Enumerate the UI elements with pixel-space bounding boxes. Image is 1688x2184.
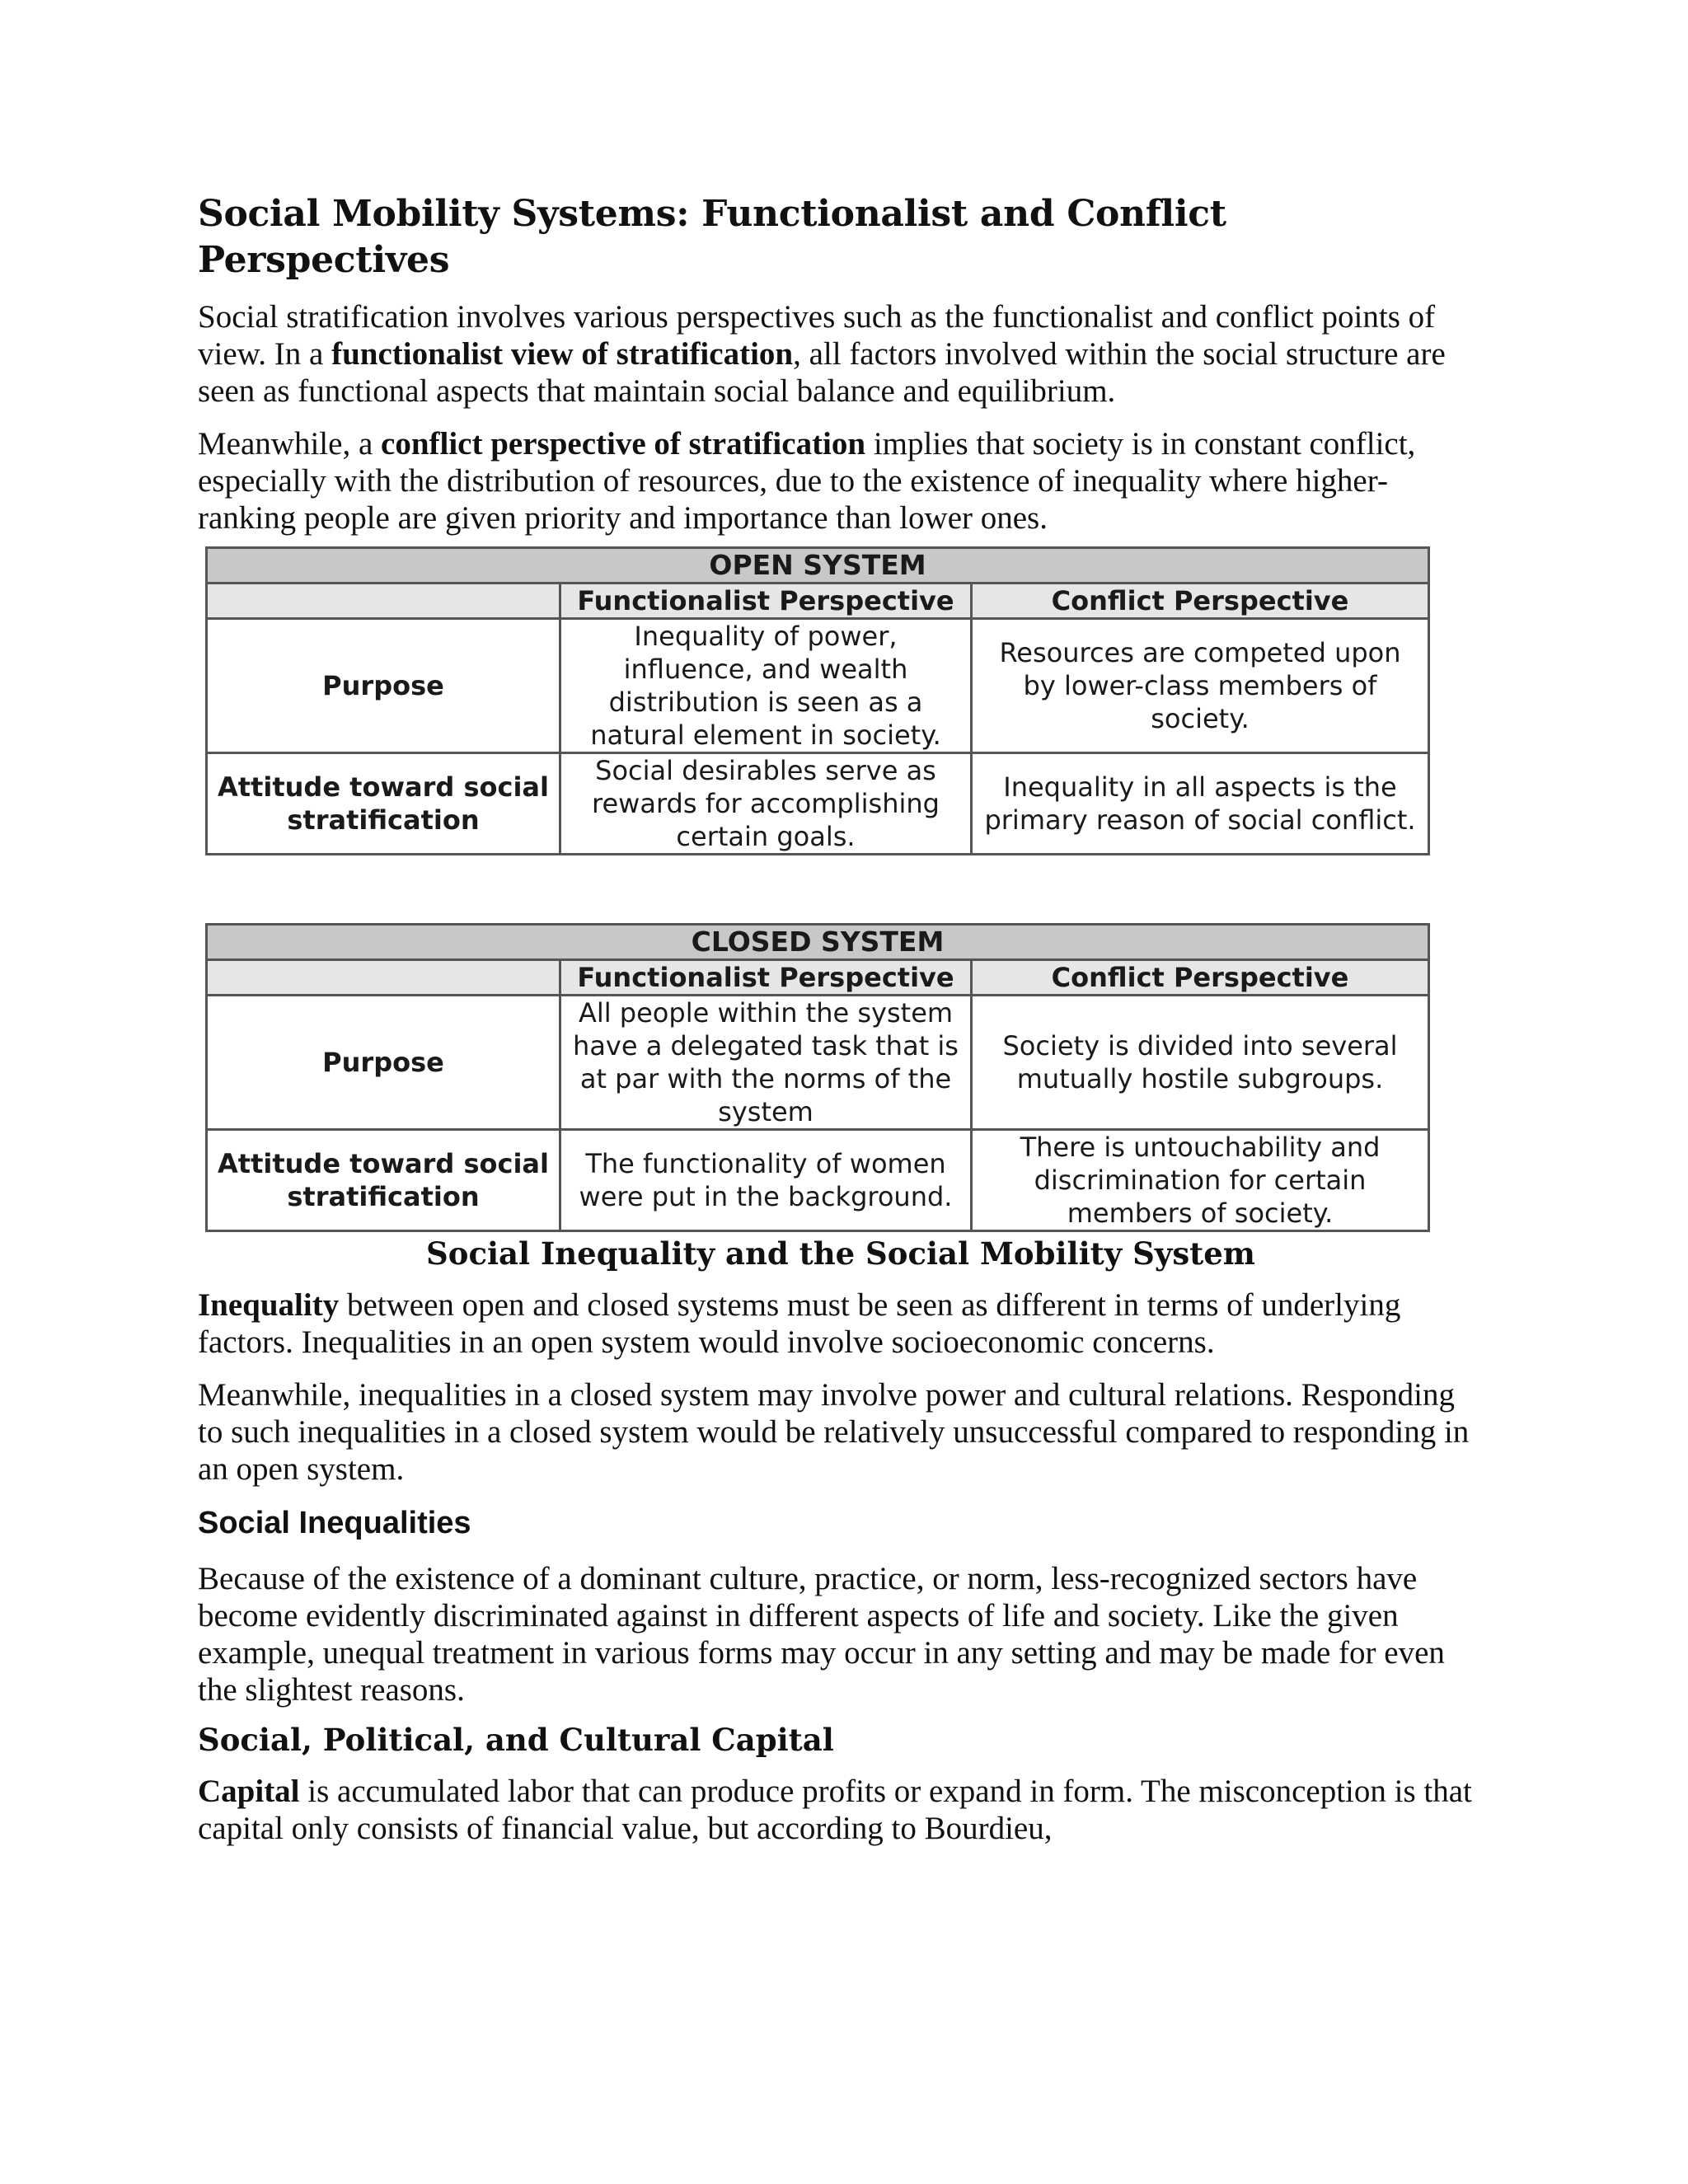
functionalist-cell: The functionality of women were put in the background. (560, 1130, 972, 1231)
closed-system-title: CLOSED SYSTEM (207, 925, 1429, 960)
intro-p2-text: Meanwhile, a (198, 426, 382, 462)
capital-term: Capital (198, 1774, 300, 1809)
header-blank-cell (207, 960, 560, 996)
intro-paragraph-1 (198, 298, 1484, 410)
capital-p1-text: is accumulated labor that can produce profits or expand in form. The misconception is that capital only consists of financial value, but according to Bourdieu, (198, 1774, 1472, 1846)
table-row (207, 996, 1429, 1130)
section-heading-social-inequalities: Social Inequalities (198, 1506, 471, 1540)
table-title-row (207, 548, 1429, 583)
row-label: Attitude toward social stratification (207, 1130, 560, 1231)
functionalist-cell: Inequality of power, influence, and wealth distribution is seen as a natural element in society. (560, 619, 972, 753)
functionalist-cell: Social desirables serve as rewards for accomplishing certain goals. (560, 753, 972, 855)
row-label: Purpose (207, 996, 560, 1130)
header-conflict: Conflict Perspective (972, 583, 1429, 619)
social-inequalities-paragraph: Because of the existence of a dominant culture, practice, or norm, less-recognized sectors have become evidently discriminated against in different aspects of life and society. Like the given example, unequal treatment in various forms may occur in any setting and may be made for even the slightest reasons. (198, 1561, 1445, 1708)
section-heading-capital: Social, Political, and Cultural Capital (198, 1722, 834, 1758)
section-heading-inequality-mobility: Social Inequality and the Social Mobility System (426, 1235, 1255, 1272)
open-system-title: OPEN SYSTEM (207, 548, 1429, 583)
intro-paragraph-2 (198, 425, 1484, 537)
closed-system-table (205, 923, 1430, 1232)
intro-p1-text: Social stratification involves various perspectives such as the functionalist and conflict points of view. In a (198, 299, 1436, 372)
page-title: Social Mobility Systems: Functionalist and Conflict Perspectives (198, 193, 1226, 281)
row-label: Purpose (207, 619, 560, 753)
inequality-term: Inequality (198, 1287, 340, 1323)
conflict-term: conflict perspective of stratification (381, 426, 866, 462)
functionalist-cell: All people within the system have a delegated task that is at par with the norms of the system (560, 996, 972, 1130)
table-row (207, 1130, 1429, 1231)
intro-p1-text-end: , all factors involved within the social structure are seen as functional aspects that maintain social balance and equilibrium. (198, 336, 1446, 409)
header-functionalist: Functionalist Perspective (560, 960, 972, 996)
conflict-cell: Resources are competed upon by lower-class members of society. (972, 619, 1429, 753)
table-row (207, 753, 1429, 855)
inequality-paragraph-1 (198, 1286, 1484, 1361)
table-row (207, 619, 1429, 753)
inequality-p1-text: between open and closed systems must be seen as different in terms of underlying factors. Inequalities in an open system would involve socioeconomic concerns. (198, 1287, 1401, 1360)
header-functionalist: Functionalist Perspective (560, 583, 972, 619)
conflict-cell: Society is divided into several mutually hostile subgroups. (972, 996, 1429, 1130)
capital-paragraph (198, 1773, 1484, 1847)
table-title-row (207, 925, 1429, 960)
table-header-row (207, 960, 1429, 996)
row-label: Attitude toward social stratification (207, 753, 560, 855)
header-blank-cell (207, 583, 560, 619)
header-conflict: Conflict Perspective (972, 960, 1429, 996)
conflict-cell: There is untouchability and discrimination for certain members of society. (972, 1130, 1429, 1231)
table-header-row (207, 583, 1429, 619)
inequality-paragraph-2: Meanwhile, inequalities in a closed system may involve power and cultural relations. Responding to such inequalities in a closed system would be relatively unsuccessful compared to responding in an open system. (198, 1377, 1470, 1487)
conflict-cell: Inequality in all aspects is the primary reason of social conflict. (972, 753, 1429, 855)
functionalist-term: functionalist view of stratification (331, 336, 794, 372)
open-system-table (205, 546, 1430, 855)
document-page (198, 191, 1484, 1863)
intro-p2-text-end: implies that society is in constant conflict, especially with the distribution of resources, due to the existence of inequality where higher-ranking people are given priority and importance than lower ones. (198, 426, 1416, 536)
